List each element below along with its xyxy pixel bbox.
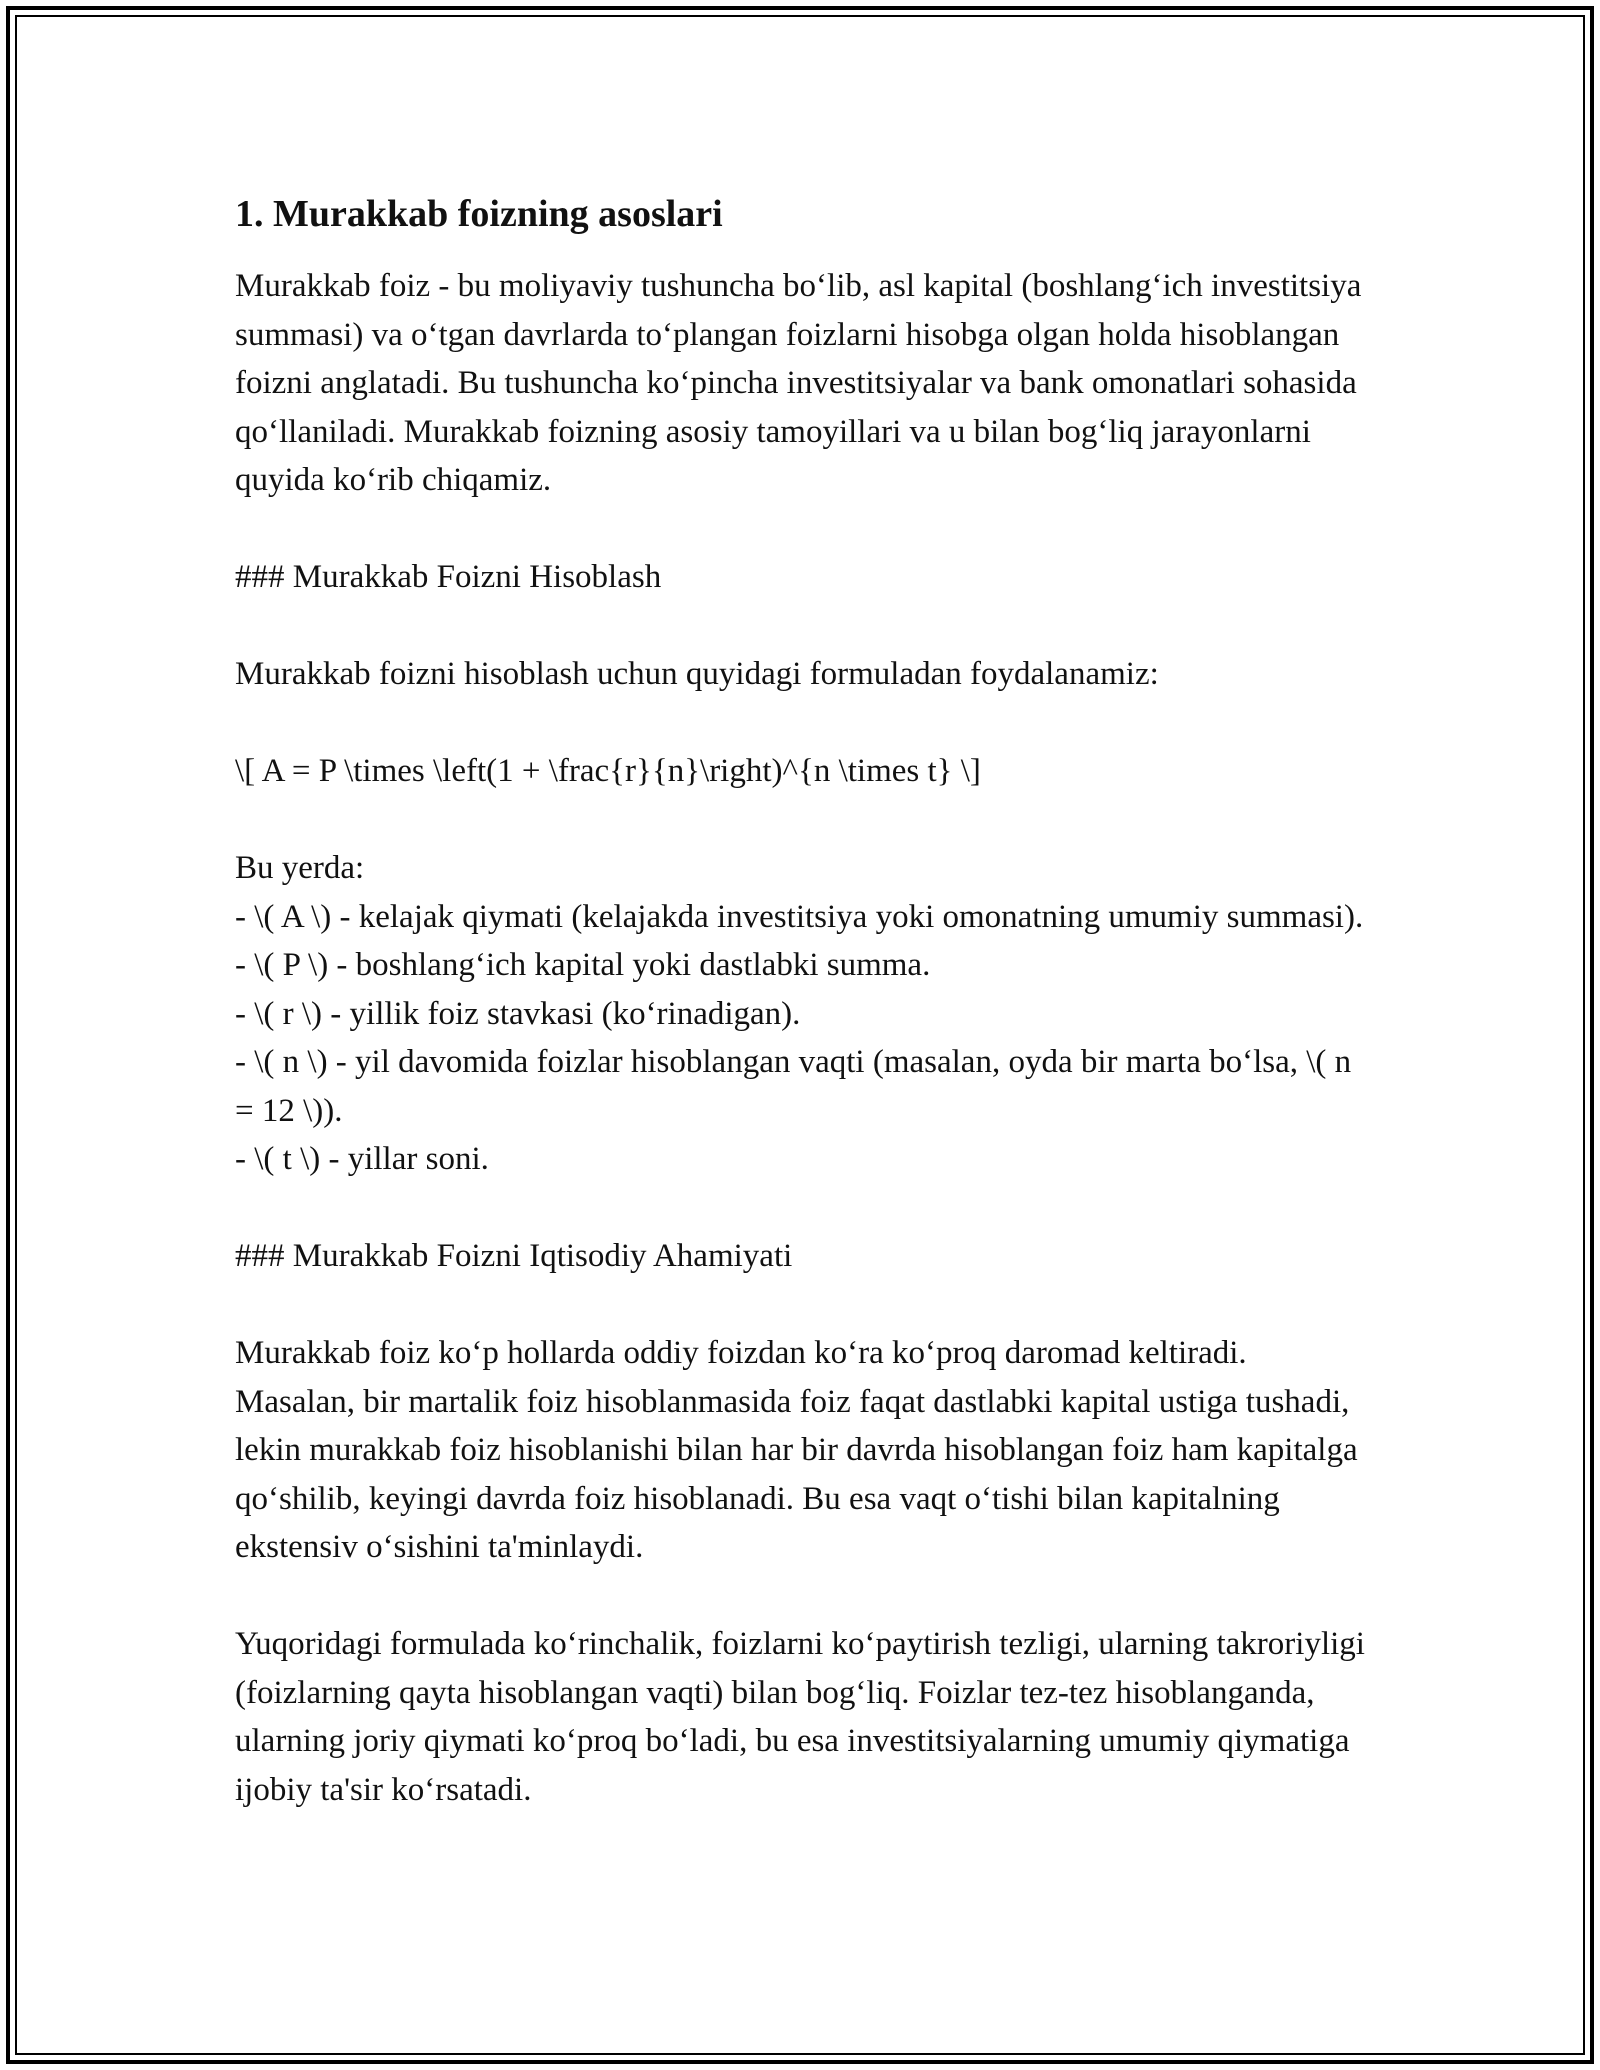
list-item: - \( n \) - yil davomida foizlar hisoblangan vaqti (masalan, oyda bir marta bo‘lsa, \( n = 12 \)). [235,1044,1352,1129]
formula-intro: Murakkab foizni hisoblash uchun quyidagi formuladan foydalanamiz: [235,656,1159,692]
spacer [235,505,1365,554]
list-item: - \( t \) - yillar soni. [235,1141,489,1177]
spacer [235,796,1365,845]
section-heading-calculation: ### Murakkab Foizni Hisoblash [235,559,662,595]
section-heading-economic: ### Murakkab Foizni Iqtisodiy Ahamiyati [235,1238,793,1274]
spacer [235,1184,1365,1233]
intro-paragraph: Murakkab foiz - bu moliyaviy tushuncha bo‘lib, asl kapital (boshlang‘ich investitsiya summasi) va o‘tgan davrlarda to‘plangan foizlarni hisobga olgan holda hisoblangan foizni anglatadi. Bu tushuncha ko‘pincha investitsiyalar va bank omonatlari sohasida qo‘llaniladi. Murakkab foizning asosiy tamoyillari va u bilan bog‘liq jarayonlarni quyida ko‘rib chiqamiz. [235,268,1362,498]
list-item: - \( r \) - yillik foiz stavkasi (ko‘rinadigan). [235,995,801,1032]
spacer [235,699,1365,748]
variable-list [235,893,1365,1184]
document-heading: 1. Murakkab foizning asoslari [235,193,723,235]
list-item: - \( A \) - kelajak qiymati (kelajakda investitsiya yoki omonatning umumiy summasi). [235,898,1364,935]
formula: \[ A = P \times \left(1 + \frac{r}{n}\right)^{n \times t} \] [235,753,981,789]
spacer [235,1281,1365,1330]
spacer [235,602,1365,651]
spacer [235,1572,1365,1621]
where-label: Bu yerda: [235,850,365,886]
document-content [235,186,1365,1814]
closing-paragraph: Yuqoridagi formulada ko‘rinchalik, foizlarni ko‘paytirish tezligi, ularning takroriyligi (foizlarning qayta hisoblangan vaqti) bilan bog‘liq. Foizlar tez-tez hisoblanganda, ularning joriy qiymati ko‘proq bo‘ladi, bu esa investitsiyalarning umumiy qiymatiga ijobiy ta'sir ko‘rsatadi. [235,1626,1365,1808]
list-item: - \( P \) - boshlang‘ich kapital yoki dastlabki summa. [235,947,931,983]
economic-paragraph: Murakkab foiz ko‘p hollarda oddiy foizdan ko‘ra ko‘proq daromad keltiradi. Masalan, bir martalik foiz hisoblanmasida foiz faqat dastlabki kapital ustiga tushadi, lekin murakkab foiz hisoblanishi bilan har bir davrda hisoblangan foiz ham kapitalga qo‘shilib, keyingi davrda foiz hisoblanadi. Bu esa vaqt o‘tishi bilan kapitalning ekstensiv o‘sishini ta'minlaydi. [235,1335,1358,1565]
